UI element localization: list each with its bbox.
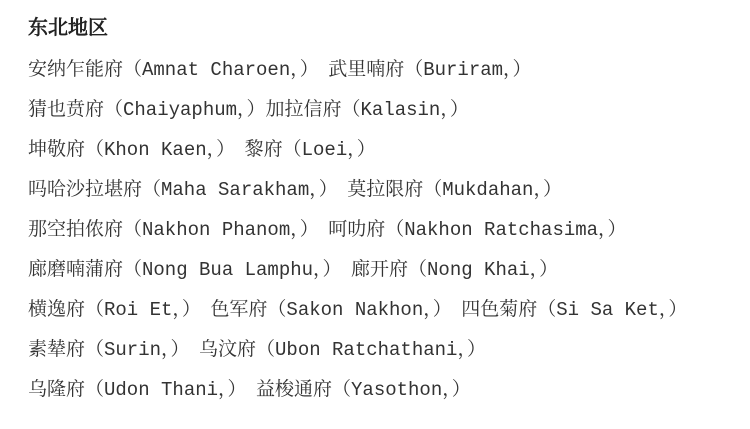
province-line: 横逸府（Roi Et，） 色军府（Sakon Nakhon，） 四色菊府（Si Sa Ket，） (28, 299, 688, 321)
province-line: 那空拍侬府（Nakhon Phanom，） 呵叻府（Nakhon Ratchasima，） (28, 219, 627, 241)
province-list (28, 50, 740, 410)
province-line: 猜也贲府（Chaiyaphum，）加拉信府（Kalasin，） (28, 99, 469, 121)
province-line: 廊磨喃蒲府（Nong Bua Lamphu，） 廊开府（Nong Khai，） (28, 259, 559, 281)
province-line: 坤敬府（Khon Kaen，） 黎府（Loei，） (28, 139, 376, 161)
province-line: 吗哈沙拉堪府（Maha Sarakham，） 莫拉限府（Mukdahan，） (28, 179, 562, 201)
section-title: 东北地区 (28, 18, 108, 41)
province-line: 乌隆府（Udon Thani，） 益梭通府（Yasothon，） (28, 379, 471, 401)
province-line: 安纳乍能府（Amnat Charoen，） 武里喃府（Buriram，） (28, 59, 532, 81)
province-line: 素辇府（Surin，） 乌汶府（Ubon Ratchathani，） (28, 339, 486, 361)
